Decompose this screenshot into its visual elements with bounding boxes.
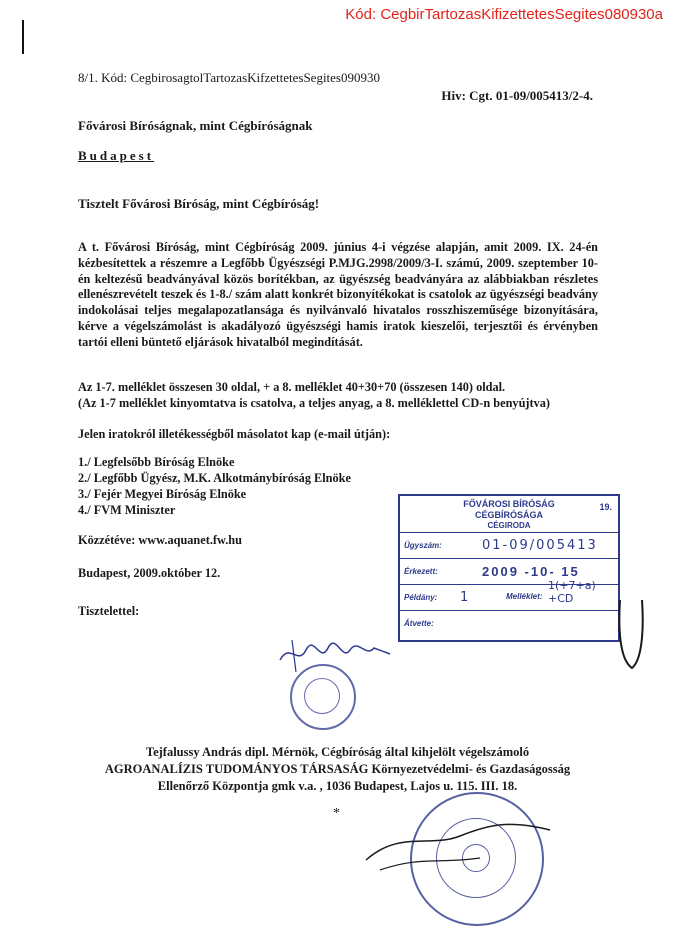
signature-stroke-icon [360,800,560,890]
court-receipt-stamp [398,494,620,642]
stamp-row-copies [400,579,618,611]
reference-code: 8/1. Kód: CegbirosagtolTartozasKifzettetesSegites090930 [78,70,380,85]
stamp-value: 1 [460,590,471,605]
signatory-name: Tejfalussy András dipl. Mérnök, Cégbíróság által kihjelölt végelszámoló [145,745,530,759]
document-code: Kód: CegbirTartozasKifizettetesSegites080930a [345,6,663,23]
attachments-line-1: Az 1-7. melléklet összesen 30 oldal, + a 8. melléklet 40+30+70 (összesen 140) oldal. [78,380,506,394]
recipient-item: 1./ Legfelsőbb Bíróság Elnöke [78,455,235,469]
recipient-item: 2./ Legfőbb Ügyész, M.K. Alkotmánybíróság Elnöke [78,471,351,485]
body-paragraph: A t. Fővárosi Bíróság, mint Cégbíróság 2009. június 4-i végzése alapján, amit 2009. IX. 24-én kézbesítettek a részemre a Legfőbb Ügyészségi P.MJG.2998/2009/3-I. számú, 2009. szeptember 10-én keltezésű beadványával közös borítékban, az ügyészség beadványára az alábbiakban részletes ellenészrevételt teszek és 1-8./ szám alatt konkrét bizonyítékokat is csatolok az ügyészségi beadvány indokolásai teljes megalapozatlansága és nyilvánvaló hivatalos rosszhiszeműsége bizonyítására, kérve a végelszámolást is akadályozó ügyészségi hamis iratok kieszelői, terjesztői és érvényben tartói elleni büntető eljárások hivatalból megindítását. [78,240,598,349]
closing: Tisztelettel: [78,604,140,618]
stamp-office: CÉGIRODA [487,521,531,530]
stamp-number: 19. [599,502,612,512]
stamp-subtitle: CÉGBÍRÓSÁGA [474,510,543,520]
case-reference: Hiv: Cgt. 01-09/005413/2-4. [441,88,593,103]
signatory-address: Ellenőrző Központja gmk v.a. , 1036 Budapest, Lajos u. 115. III. 18. [157,779,518,793]
stamp-row-received-by [400,610,618,637]
attachments-line-2: (Az 1-7 melléklet kinyomtatva is csatolva, a teljes anyag, a 8. melléklettel CD-n benyújtva) [78,396,550,410]
published-url: Közzétéve: www.aquanet.fw.hu [78,533,242,547]
signatory-organization: AGROANALÍZIS TUDOMÁNYOS TÁRSASÁG Környezetvédelmi- és Gazdaságosság [104,762,571,776]
round-seal-icon [290,664,356,730]
stamp-row-case [400,532,618,559]
stamp-value: 1(+7+a) +CD [548,579,596,605]
stamp-label: Érkezett: [404,567,438,576]
copies-intro: Jelen iratokról illetékességből másolatot kap (e-mail útján): [78,427,391,441]
footnote-mark: * [333,806,340,821]
stamp-label: Melléklet: [506,592,543,601]
recipient-item: 4./ FVM Miniszter [78,503,176,517]
city: Budapest [78,148,155,163]
salutation: Tisztelt Fővárosi Bíróság, mint Cégbíróság! [78,196,320,211]
stamp-label: Átvette: [404,619,434,628]
margin-mark [22,20,24,54]
stamp-value: 2009 -10- 15 [482,564,580,579]
stamp-title: FŐVÁROSI BÍRÓSÁG [463,499,555,509]
recipient-item: 3./ Fejér Megyei Bíróság Elnöke [78,487,247,501]
letter-date: Budapest, 2009.október 12. [78,566,221,580]
stamp-value: 01-09/005413 [482,538,598,553]
stamp-label: Ügyszám: [404,541,442,550]
pen-mark-icon [612,590,652,680]
addressee: Fővárosi Bíróságnak, mint Cégbíróságnak [78,118,313,133]
stamp-label: Példány: [404,593,438,602]
